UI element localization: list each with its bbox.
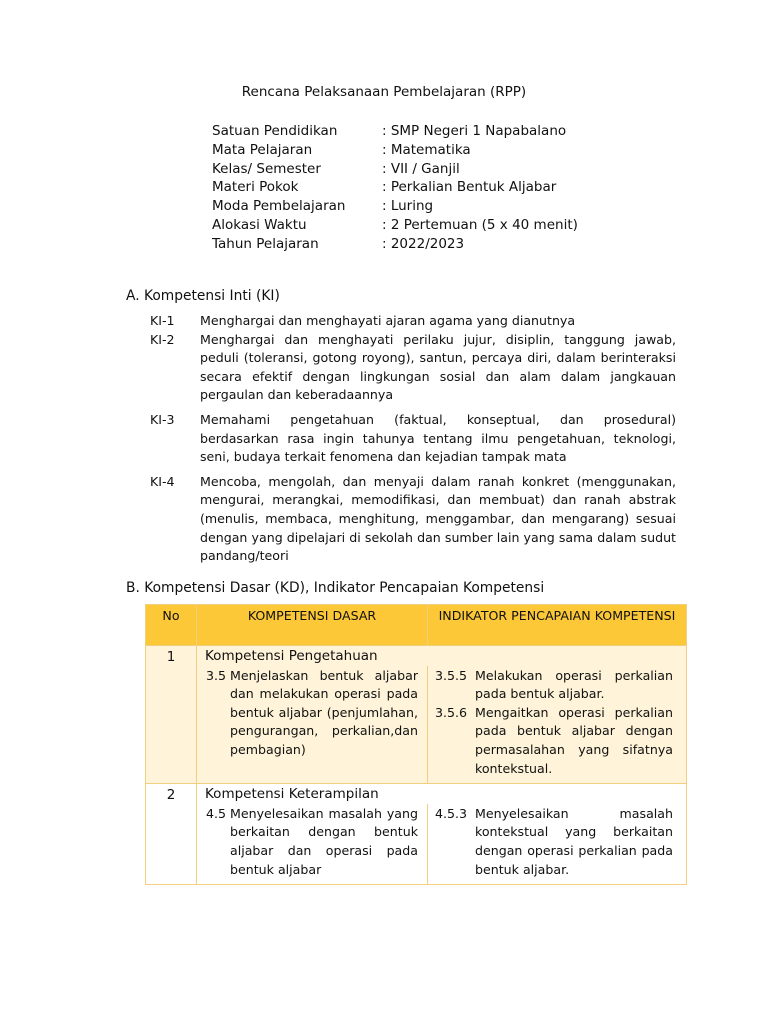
- row-number: 2: [146, 784, 197, 885]
- meta-row-class: [212, 160, 578, 179]
- group-title: Kompetensi Pengetahuan: [197, 646, 687, 666]
- meta-label: Mata Pelajaran: [212, 141, 313, 158]
- meta-value: : SMP Negeri 1 Napabalano: [382, 123, 567, 139]
- header-indicator: INDIKATOR PENCAPAIAN KOMPETENSI: [428, 605, 687, 646]
- meta-value: : VII / Ganjil: [382, 160, 460, 177]
- kd-table: [145, 604, 687, 885]
- table-header-row: [146, 605, 687, 646]
- meta-row-school: [212, 122, 578, 141]
- document-title: Rencana Pelaksanaan Pembelajaran (RPP): [241, 84, 527, 100]
- header-no: No: [146, 605, 197, 646]
- indicator-entry: [429, 805, 685, 883]
- meta-value: : 2022/2023: [382, 235, 465, 252]
- section-a-heading: A. Kompetensi Inti (KI): [126, 288, 280, 304]
- meta-row-mode: [212, 197, 578, 216]
- indicator-entry: [429, 667, 685, 704]
- indicator-text: Mengaitkan operasi perkalian pada bentuk aljabar dengan permasalahan yang sifatnya kontekstual.: [475, 704, 673, 776]
- ki-item: [150, 473, 676, 566]
- ki-item: [150, 411, 676, 467]
- meta-row-time: [212, 216, 578, 235]
- ki-code: KI-1: [150, 313, 175, 328]
- ki-text: Menghargai dan menghayati perilaku jujur, disiplin, tanggung jawab, peduli (toleransi, gotong royong), santun, percaya diri, dalam berinteraksi secara efektif dengan lingkungan sosial dan alam dalam jangkauan pergaulan dan keberadaannya: [200, 331, 676, 403]
- meta-value: : 2 Pertemuan (5 x 40 menit): [382, 216, 578, 233]
- indicator-cell: [428, 666, 687, 784]
- meta-row-subject: [212, 141, 578, 160]
- meta-row-year: [212, 235, 578, 254]
- kd-entry: [198, 805, 426, 883]
- ki-list: [150, 312, 676, 572]
- meta-label: Alokasi Waktu: [212, 216, 307, 233]
- ki-code: KI-2: [150, 331, 175, 347]
- ki-item: [150, 331, 676, 405]
- header-kd: KOMPETENSI DASAR: [197, 605, 428, 646]
- table-row: [146, 784, 687, 804]
- group-title: Kompetensi Keterampilan: [197, 784, 687, 804]
- table-row: [146, 666, 687, 784]
- indicator-text: Melakukan operasi perkalian pada bentuk aljabar.: [475, 667, 673, 702]
- meta-label: Satuan Pendidikan: [212, 123, 338, 139]
- meta-value: : Perkalian Bentuk Aljabar: [382, 179, 557, 196]
- kd-entry: [198, 667, 426, 764]
- indicator-text: Menyelesaikan masalah kontekstual yang berkaitan dengan operasi perkalian pada bentuk aljabar.: [475, 805, 673, 877]
- indicator-code: 3.5.5: [435, 667, 468, 683]
- ki-text: Menghargai dan menghayati ajaran agama yang dianutnya: [200, 313, 576, 328]
- ki-text: Mencoba, mengolah, dan menyaji dalam ranah konkret (menggunakan, mengurai, merangkai, memodifikasi, dan membuat) dan ranah abstrak (menulis, membaca, menghitung, menggambar, dan mengarang) sesuai dengan yang dipelajari di sekolah dan sumber lain yang sama dalam sudut pandang/teori: [200, 473, 676, 564]
- meta-label: Kelas/ Semester: [212, 160, 321, 177]
- kd-cell: [197, 804, 428, 885]
- kd-text: Menyelesaikan masalah yang berkaitan dengan bentuk aljabar dan operasi pada bentuk aljabar: [230, 805, 418, 877]
- indicator-entry: [429, 704, 685, 782]
- ki-code: KI-4: [150, 473, 175, 489]
- meta-label: Moda Pembelajaran: [212, 198, 346, 215]
- kd-cell: [197, 666, 428, 784]
- indicator-code: 4.5.3: [435, 805, 468, 821]
- ki-item: [150, 312, 676, 331]
- kd-code: 3.5: [206, 667, 227, 683]
- identity-block: [212, 122, 578, 254]
- table-row: [146, 804, 687, 885]
- row-number: 1: [146, 646, 197, 784]
- indicator-code: 3.5.6: [435, 704, 468, 720]
- kd-code: 4.5: [206, 805, 227, 821]
- meta-row-topic: [212, 178, 578, 197]
- ki-text: Memahami pengetahuan (faktual, konseptual, dan prosedural) berdasarkan rasa ingin tahunya tentang ilmu pengetahuan, teknologi, seni, budaya terkait fenomena dan kejadian tampak mata: [200, 411, 676, 465]
- meta-value: : Luring: [382, 198, 434, 215]
- ki-code: KI-3: [150, 411, 175, 427]
- meta-label: Materi Pokok: [212, 179, 299, 196]
- indicator-cell: [428, 804, 687, 885]
- table-row: [146, 646, 687, 666]
- meta-label: Tahun Pelajaran: [212, 235, 319, 252]
- kd-text: Menjelaskan bentuk aljabar dan melakukan operasi pada bentuk aljabar (penjumlahan, pengurangan, perkalian,dan pembagian): [230, 667, 418, 757]
- meta-value: : Matematika: [382, 141, 471, 158]
- section-b-heading: B. Kompetensi Dasar (KD), Indikator Pencapaian Kompetensi: [126, 580, 545, 596]
